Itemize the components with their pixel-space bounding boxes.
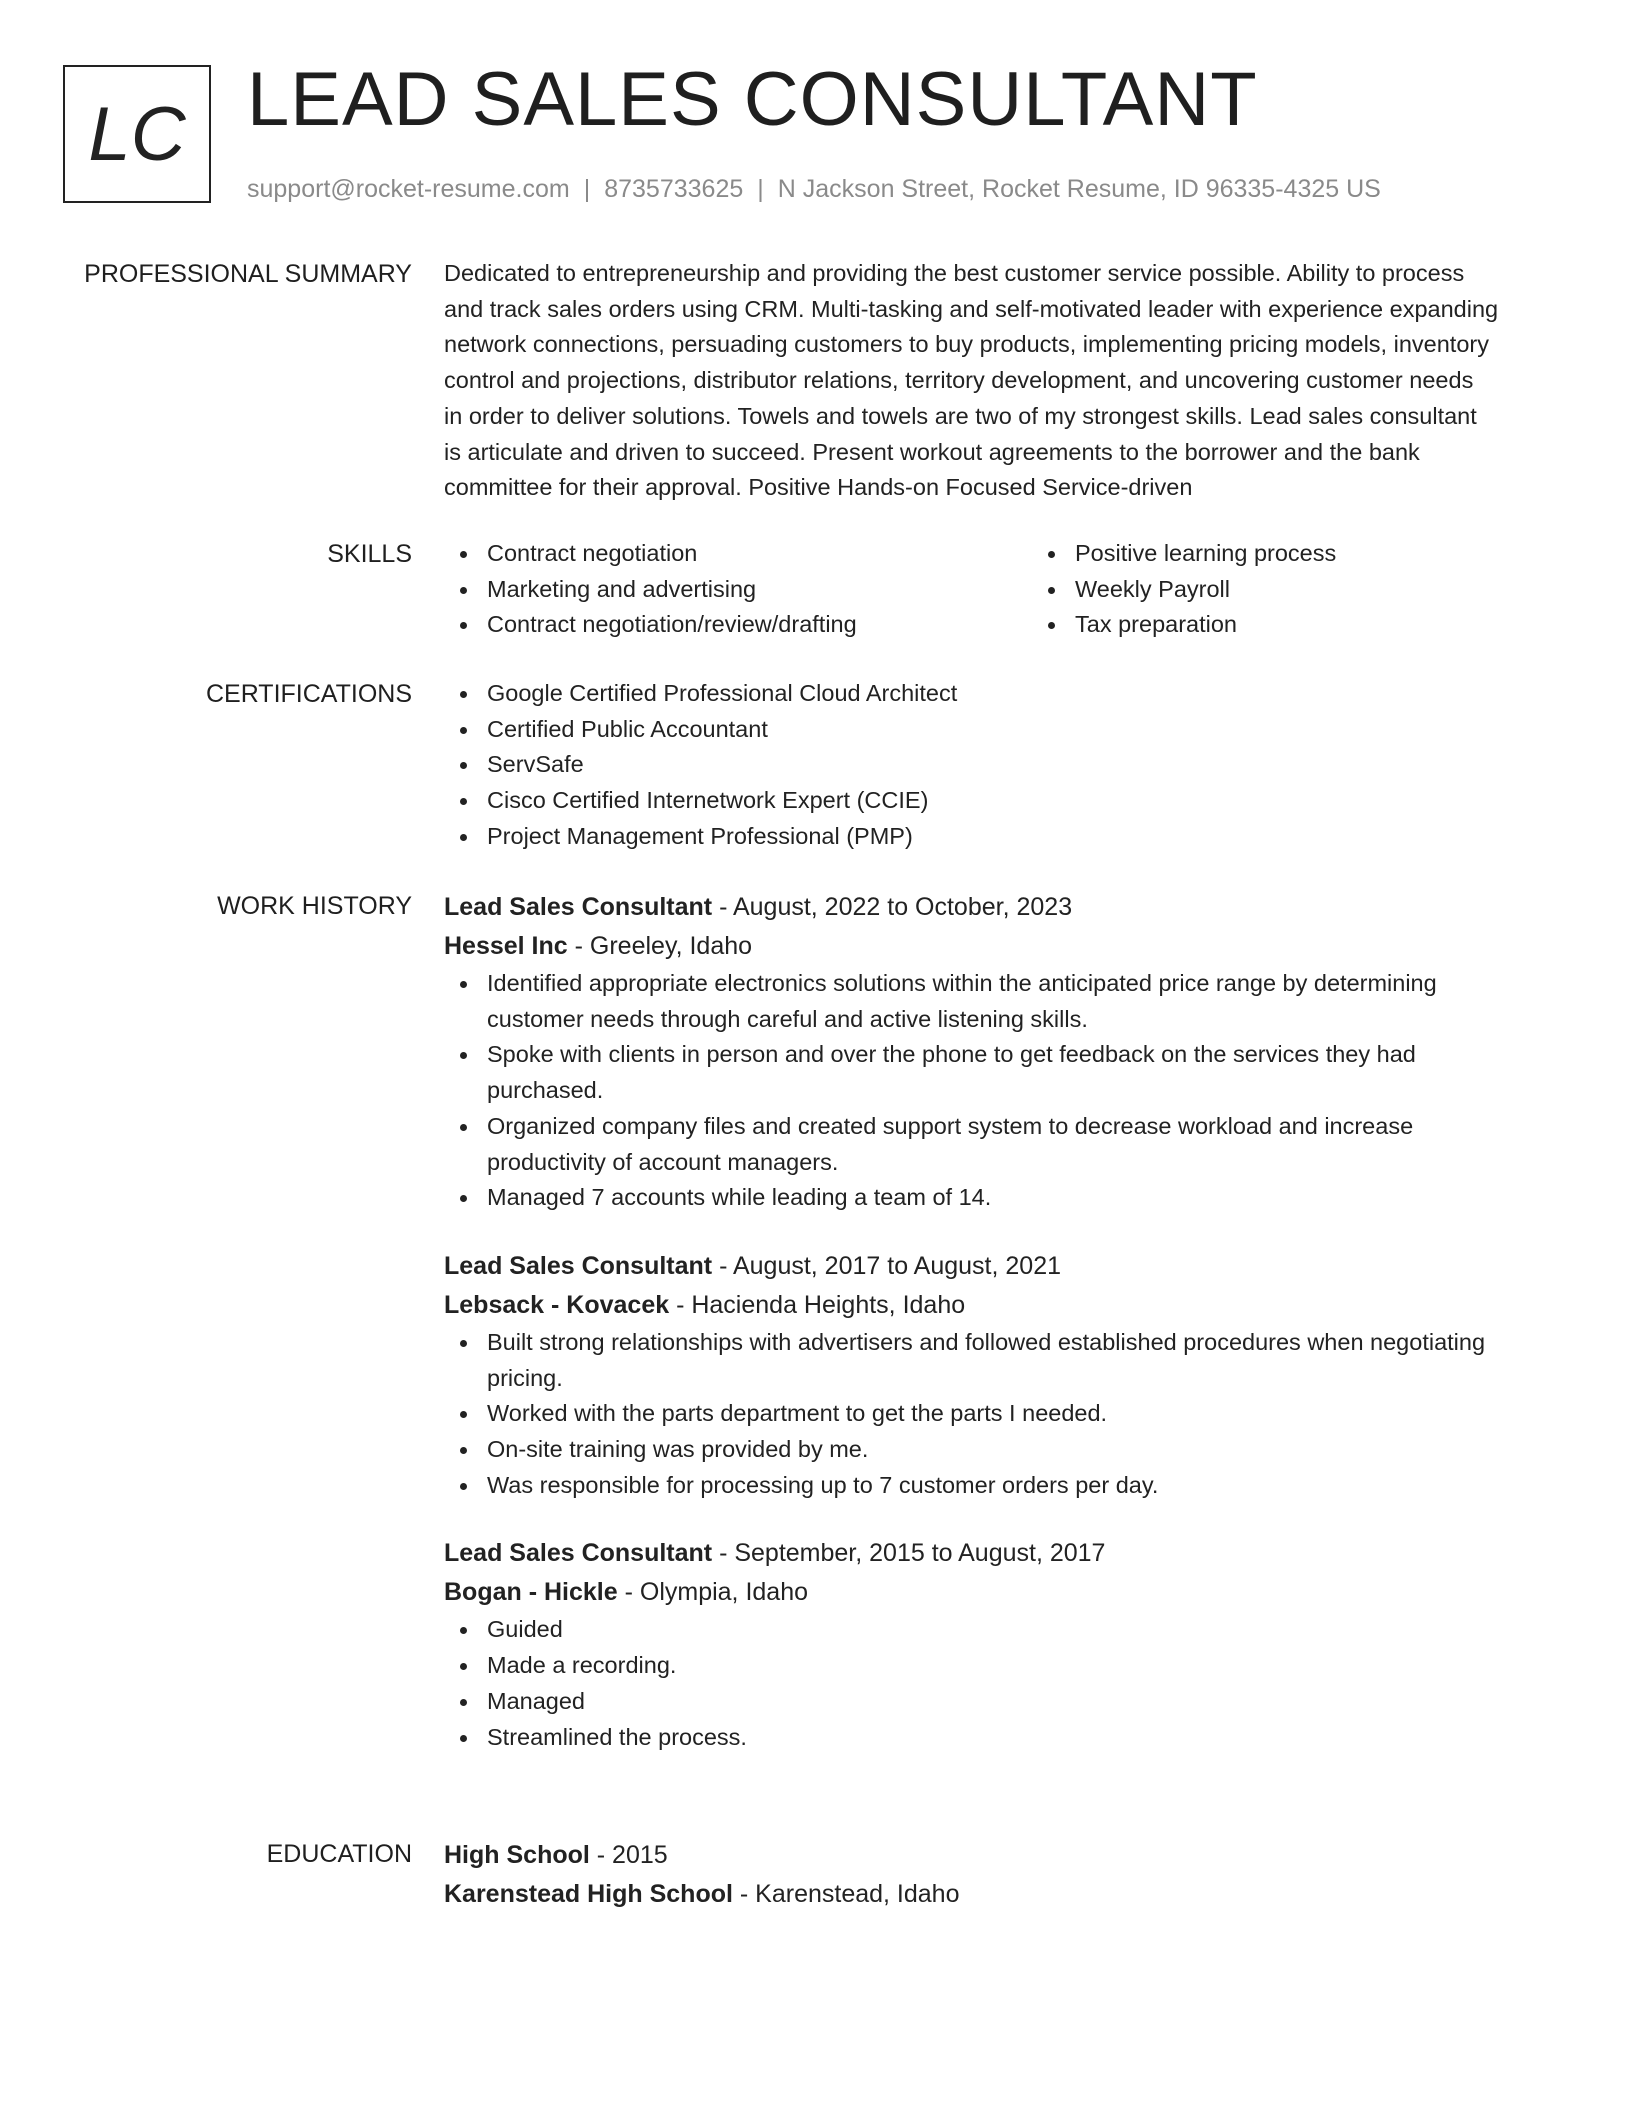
job-bullets — [444, 966, 1552, 1216]
contact-email[interactable]: support@rocket-resume.com — [247, 175, 570, 203]
skill-item: Contract negotiation/review/drafting — [487, 607, 1032, 643]
contact-separator: | — [583, 175, 591, 203]
skill-item: Tax preparation — [1075, 607, 1336, 643]
job-title-line — [444, 888, 1552, 927]
summary-line: is articulate and driven to succeed. Present workout agreements to the borrower and the bank — [444, 438, 1420, 465]
job-title: Lead Sales Consultant — [444, 1251, 713, 1280]
job-bullet: Streamlined the process. — [487, 1720, 1552, 1756]
job-bullet: Managed 7 accounts while leading a team of 14. — [487, 1180, 1552, 1216]
job-company: Hessel Inc — [444, 932, 568, 960]
job-bullet: Was responsible for processing up to 7 customer orders per day. — [487, 1468, 1552, 1504]
job-bullet — [487, 1325, 1552, 1396]
summary-line: committee for their approval. Positive Hands-on Focused Service-driven — [444, 474, 1193, 501]
job-bullet: Worked with the parts department to get the parts I needed. — [487, 1396, 1552, 1432]
job-title-line — [444, 1534, 1552, 1573]
monogram-text: LC — [88, 91, 186, 177]
education-degree: High School — [444, 1841, 590, 1869]
job-entry — [444, 888, 1552, 1216]
education-degree-line — [444, 1836, 1552, 1875]
job-dates: - August, 2022 to October, 2023 — [712, 893, 1073, 921]
monogram-logo — [63, 65, 211, 203]
skills-column-1 — [444, 536, 1032, 643]
skill-item: Contract negotiation — [487, 536, 1032, 572]
skills-column-2 — [1032, 536, 1336, 643]
job-bullet-text: purchased. — [487, 1077, 604, 1104]
skill-item: Weekly Payroll — [1075, 572, 1336, 608]
job-company: Lebsack - Kovacek — [444, 1290, 670, 1319]
job-bullet — [487, 1037, 1552, 1108]
skill-item: Positive learning process — [1075, 536, 1336, 572]
job-bullets — [444, 1325, 1552, 1504]
job-bullet-text: productivity of account managers. — [487, 1148, 839, 1175]
skills-label: SKILLS — [327, 540, 412, 568]
job-dates: - September, 2015 to August, 2017 — [712, 1539, 1106, 1568]
summary-line: and track sales orders using CRM. Multi-tasking and self-motivated leader with experience expanding — [444, 295, 1499, 322]
job-bullet-text: Identified appropriate electronics solutions within the anticipated price range by determining — [487, 970, 1437, 996]
education-location: - Karenstead, Idaho — [732, 1880, 960, 1908]
summary-line: control and projections, distributor relations, territory development, and uncovering customer needs — [444, 367, 1474, 394]
contact-separator: | — [757, 175, 764, 203]
education-label: EDUCATION — [266, 1840, 412, 1868]
summary-body — [444, 256, 1552, 506]
education-school: Karenstead High School — [444, 1880, 733, 1908]
job-bullet — [487, 966, 1552, 1037]
job-bullet: Guided — [487, 1612, 1552, 1648]
skill-item: Marketing and advertising — [487, 572, 1032, 608]
job-entry — [444, 1247, 1552, 1504]
certification-item: Certified Public Accountant — [487, 712, 1552, 748]
work-history-body — [444, 888, 1552, 1755]
job-bullets — [444, 1612, 1552, 1755]
job-company-line — [444, 1286, 1552, 1325]
certification-item: Project Management Professional (PMP) — [487, 819, 1552, 855]
job-entry — [444, 1534, 1552, 1755]
certification-item: Cisco Certified Internetwork Expert (CCIE) — [487, 783, 1552, 819]
job-company: Bogan - Hickle — [444, 1578, 618, 1607]
job-dates: - August, 2017 to August, 2021 — [712, 1251, 1062, 1280]
education-body — [444, 1836, 1552, 1914]
resume-title: LEAD SALES CONSULTANT — [247, 57, 1258, 142]
contact-line — [247, 175, 1381, 204]
certification-item: ServSafe — [487, 747, 1552, 783]
job-location: - Greeley, Idaho — [567, 932, 753, 960]
skills-list — [444, 536, 1552, 643]
summary-line: Dedicated to entrepreneurship and providing the best customer service possible. Ability to process — [444, 260, 1465, 286]
summary-line: network connections, persuading customers to buy products, implementing pricing models, inventory — [444, 331, 1489, 358]
job-bullet: Made a recording. — [487, 1648, 1552, 1684]
job-location: - Olympia, Idaho — [617, 1578, 809, 1607]
job-title: Lead Sales Consultant — [444, 893, 713, 921]
certification-item: Google Certified Professional Cloud Architect — [487, 676, 1552, 712]
job-bullet: On-site training was provided by me. — [487, 1432, 1552, 1468]
job-bullet-text: Organized company files and created support system to decrease workload and increase — [487, 1112, 1414, 1139]
job-bullet-text: customer needs through careful and active listening skills. — [487, 1005, 1088, 1032]
job-bullet-text: Built strong relationships with advertisers and followed established procedures when negotiating — [487, 1328, 1486, 1355]
job-company-line — [444, 927, 1552, 966]
certifications-list — [444, 676, 1552, 855]
summary-label: PROFESSIONAL SUMMARY — [84, 260, 412, 288]
job-title-line — [444, 1247, 1552, 1286]
job-title: Lead Sales Consultant — [444, 1539, 713, 1568]
education-year: - 2015 — [589, 1841, 668, 1869]
summary-line: in order to deliver solutions. Towels and towels are two of my strongest skills. Lead sales consultant — [444, 402, 1477, 429]
work-history-label: WORK HISTORY — [217, 892, 412, 920]
job-bullet-text: pricing. — [487, 1364, 563, 1391]
education-school-line — [444, 1875, 1552, 1914]
certifications-label: CERTIFICATIONS — [205, 680, 412, 708]
job-bullet-text: Spoke with clients in person and over the phone to get feedback on the services they had — [487, 1041, 1416, 1068]
job-location: - Hacienda Heights, Idaho — [669, 1290, 966, 1319]
contact-phone[interactable]: 8735733625 — [604, 175, 744, 203]
job-bullet: Managed — [487, 1684, 1552, 1720]
contact-address: N Jackson Street, Rocket Resume, ID 96335-4325 US — [777, 175, 1381, 203]
job-bullet — [487, 1109, 1552, 1180]
job-company-line — [444, 1573, 1552, 1612]
